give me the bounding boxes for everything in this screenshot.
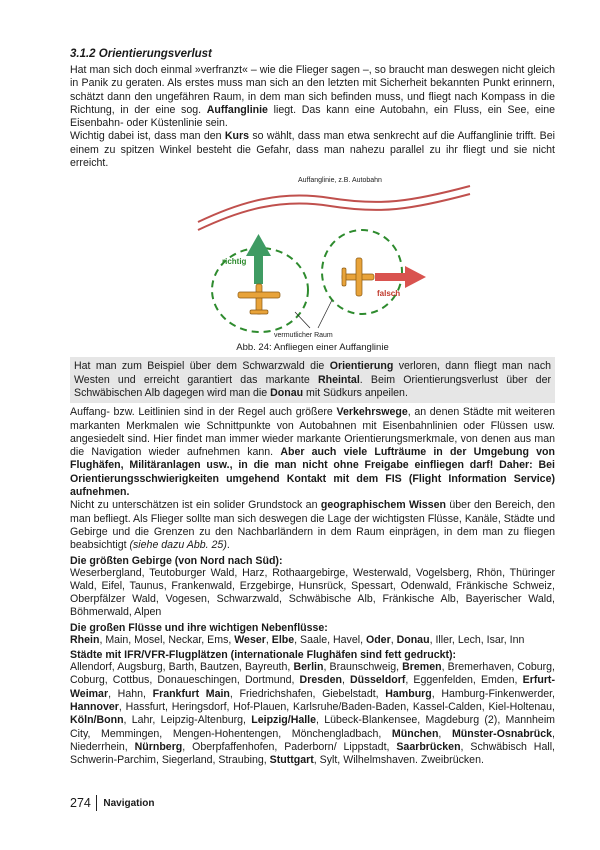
page-number: 274 — [70, 796, 91, 810]
text-run: , Lübeck-Blankensee, Magdeburg (2), Mannheim City, Memmingen, Mengen-Hohentengen, Mönchengladbach, — [70, 714, 555, 740]
mountains-list — [70, 567, 555, 620]
text-run: . — [226, 539, 230, 552]
text-run: , — [265, 633, 272, 646]
figure-caption: Abb. 24: Anfliegen einer Auffanglinie — [236, 342, 389, 354]
text-run: Hat man zum Beispiel über dem Schwarzwald die — [74, 360, 330, 373]
example-box — [70, 357, 555, 403]
text-run: , — [438, 727, 452, 740]
page-content — [70, 48, 555, 767]
text-run: Orientierung — [329, 360, 394, 373]
text-run: , Eggenfelden, Emden, — [405, 674, 523, 687]
text-run: Verkehrswege — [336, 406, 408, 419]
label-auffanglinie: Auffanglinie, z.B. Autobahn — [298, 177, 382, 185]
figure-auffanglinie — [70, 172, 555, 342]
arrow-wrong-shaft — [375, 273, 407, 281]
text-run: Donau — [396, 633, 430, 646]
text-run: Donau — [270, 386, 304, 399]
text-run: Stuttgart — [269, 754, 314, 767]
paragraph-intro — [70, 64, 555, 130]
text-run: verloren, dann fliegt man nach Westen und erreicht garantiert das markante — [74, 360, 552, 386]
text-run: Auffanglinie — [206, 103, 268, 116]
text-run: Leipzig/Halle — [251, 714, 317, 727]
text-run: , — [341, 674, 351, 687]
text-run: , — [390, 633, 397, 646]
text-run: Nicht zu unterschätzen ist ein solider Grundstock an — [70, 499, 321, 512]
text-run: Nürnberg — [134, 740, 183, 753]
section-heading: 3.1.2 Orientierungsverlust — [70, 48, 212, 60]
text-run: , Hassfurt, Heringsdorf, Hof-Plauen, Karlsruhe/Baden-Baden, Kassel-Calden, Kiel-Holtenau, — [118, 700, 555, 713]
text-run: Hat man sich doch einmal »verfranzt« – wie die Flieger sagen –, so braucht man deswegen nicht gleich in Panik zu geraten. Als erstes muss man sich an den letzten mit Sicherheit bekannten Punkt erinnern, schätzt dann den ungefähren Raum, in dem man sich befinden muss, und fliegt nach Kompass in die Richtung, in der eine sog. — [70, 64, 555, 116]
plane-right-icon — [342, 258, 374, 296]
text-run: Auffang- bzw. Leitlinien sind in der Regel auch größere — [70, 406, 337, 419]
cities-title: Städte mit IFR/VFR-Flugplätzen (internationale Flughäfen sind fett gedruckt): — [70, 649, 457, 662]
label-vermutlicher-raum: vermutlicher Raum — [274, 332, 333, 340]
text-run: Wichtig dabei ist, dass man den — [70, 130, 225, 143]
text-run: , Main, Mosel, Neckar, Ems, — [99, 633, 235, 646]
text-run: Hannover — [70, 700, 119, 713]
rivers-list — [70, 634, 555, 647]
text-run: Hamburg — [385, 687, 432, 700]
text-run: geographischem Wissen — [320, 499, 447, 512]
plane-left-icon — [238, 284, 280, 314]
text-run: Münster-Osnabrück — [451, 727, 553, 740]
text-run: , Friedrichshafen, Giebelstadt, — [229, 687, 386, 700]
page-footer — [70, 795, 154, 811]
footer-divider — [96, 795, 98, 811]
cities-list — [70, 661, 555, 767]
diagram — [70, 172, 555, 342]
label-falsch: falsch — [377, 289, 401, 299]
text-run: Aber auch viele Lufträume in der Umgebung von Flughäfen, Militäranlagen usw., in die man nicht ohne Freigabe einfliegen darf! Daher: Bei Orientierungsschwierigkeiten umgehend Kontakt mit dem FIS (Flight Information Service) aufnehmen. — [70, 446, 555, 499]
paragraph-course — [70, 130, 555, 170]
text-run: Erfurt-Weimar — [70, 674, 555, 700]
text-run: , Oberpfaffenhofen, Paderborn/ Lippstadt, — [182, 740, 397, 753]
text-run: Elbe — [271, 633, 295, 646]
text-run: , Hahn, — [108, 687, 153, 700]
text-run: Rhein — [70, 633, 100, 646]
arrow-wrong-head — [405, 266, 426, 288]
text-run: , Schwäbisch Hall, Schwerin-Parchim, Siegerland, Straubing, — [70, 740, 555, 767]
text-run: Köln/Bonn — [70, 714, 124, 727]
text-run: Saarbrücken — [396, 740, 461, 753]
text-run: , Braunschweig, — [323, 661, 403, 674]
text-run: Düsseldorf — [350, 674, 406, 687]
text-run: , Bremerhaven, Coburg, Coburg, Cottbus, Donaueschingen, Dortmund, — [70, 661, 555, 687]
paragraph-geographie — [70, 499, 555, 552]
text-run: über den Bereich, den man befliegt. Als Flieger sollte man sich deswegen die Lage der wichtigsten Flüsse, Kanäle, Städte und Gebirge und die Grenzen zu den Nachbarländern in dem Raum einprägen, in dem man zu fliegen beabsichtigt — [70, 499, 555, 552]
footer-section: Navigation — [103, 797, 155, 809]
text-run: so wählt, dass man etwa senkrecht auf die Auffanglinie trifft. Bei einem zu spitzen Winkel besteht die Gefahr, dass man nahezu parallel zu ihr fliegt und sie nicht erreicht. — [70, 130, 555, 170]
text-run: Berlin — [293, 661, 324, 674]
text-run: , Niederrhein, — [70, 727, 555, 753]
arrow-right-shaft — [254, 254, 263, 284]
text-run: Frankfurt Main — [152, 687, 230, 700]
text-run: , an denen Städte mit weiteren markanten Merkmalen wie Schnittpunkte von Autobahnen mit Eisenbahnlinien oder Flüssen usw. angesiedelt sind. Hier findet man immer wieder markante Orientierungsmerkmale, von denen aus man die Navigation wieder aufnehmen kann. — [70, 406, 555, 459]
paragraph-leitlinien — [70, 406, 555, 499]
arrow-right-head — [246, 234, 271, 256]
text-run: (siehe dazu Abb. 25) — [129, 539, 227, 552]
text-run: Allendorf, Augsburg, Barth, Bautzen, Bayreuth, — [70, 661, 294, 674]
text-run: , Iller, Lech, Isar, Inn — [429, 633, 525, 646]
text-run: Oder — [365, 633, 391, 646]
label-richtig: richtig — [222, 257, 247, 267]
text-run: Rheintal — [317, 373, 360, 386]
mountains-title: Die größten Gebirge (von Nord nach Süd): — [70, 554, 283, 567]
text-run: Weserbergland, Teutoburger Wald, Harz, Rothaargebirge, Westerwald, Vogelsberg, Rhön, Thüringer Wald, Eifel, Taunus, Frankenwald, Erzgebirge, Hunsrück, Spessart, Odenwald, Fränkische Schweiz, Oberpfälzer Wald, Vogesen, Schwarzwald, Schwäbische Alb, Fränkische Alb, Bayerischer Wald, Böhmerwald, Alpen — [70, 566, 555, 619]
text-run: . Beim Orientierungsverlust über der Schwäbischen Alb dagegen wird man die — [74, 373, 551, 399]
example-text — [74, 360, 551, 400]
text-run: Weser — [234, 633, 266, 646]
rivers-title: Die großen Flüsse und ihre wichtigen Nebenflüsse: — [70, 621, 328, 634]
text-run: , Hamburg-Finkenwerder, — [431, 687, 555, 700]
text-run: Bremen — [402, 661, 442, 674]
text-run: , Sylt, Wilhelmshaven. Zweibrücken. — [313, 754, 484, 767]
text-run: , Saale, Havel, — [294, 633, 366, 646]
text-run: Dresden — [299, 674, 342, 687]
text-run: München — [391, 727, 439, 740]
text-run: mit Südkurs anpeilen. — [303, 386, 408, 399]
text-run: liegt. Das kann eine Autobahn, ein Fluss, ein See, eine Eisenbahn- oder Küstenlinie sein. — [70, 103, 555, 130]
text-run: , Lahr, Leipzig-Altenburg, — [123, 714, 252, 727]
text-run: Kurs — [224, 130, 249, 143]
